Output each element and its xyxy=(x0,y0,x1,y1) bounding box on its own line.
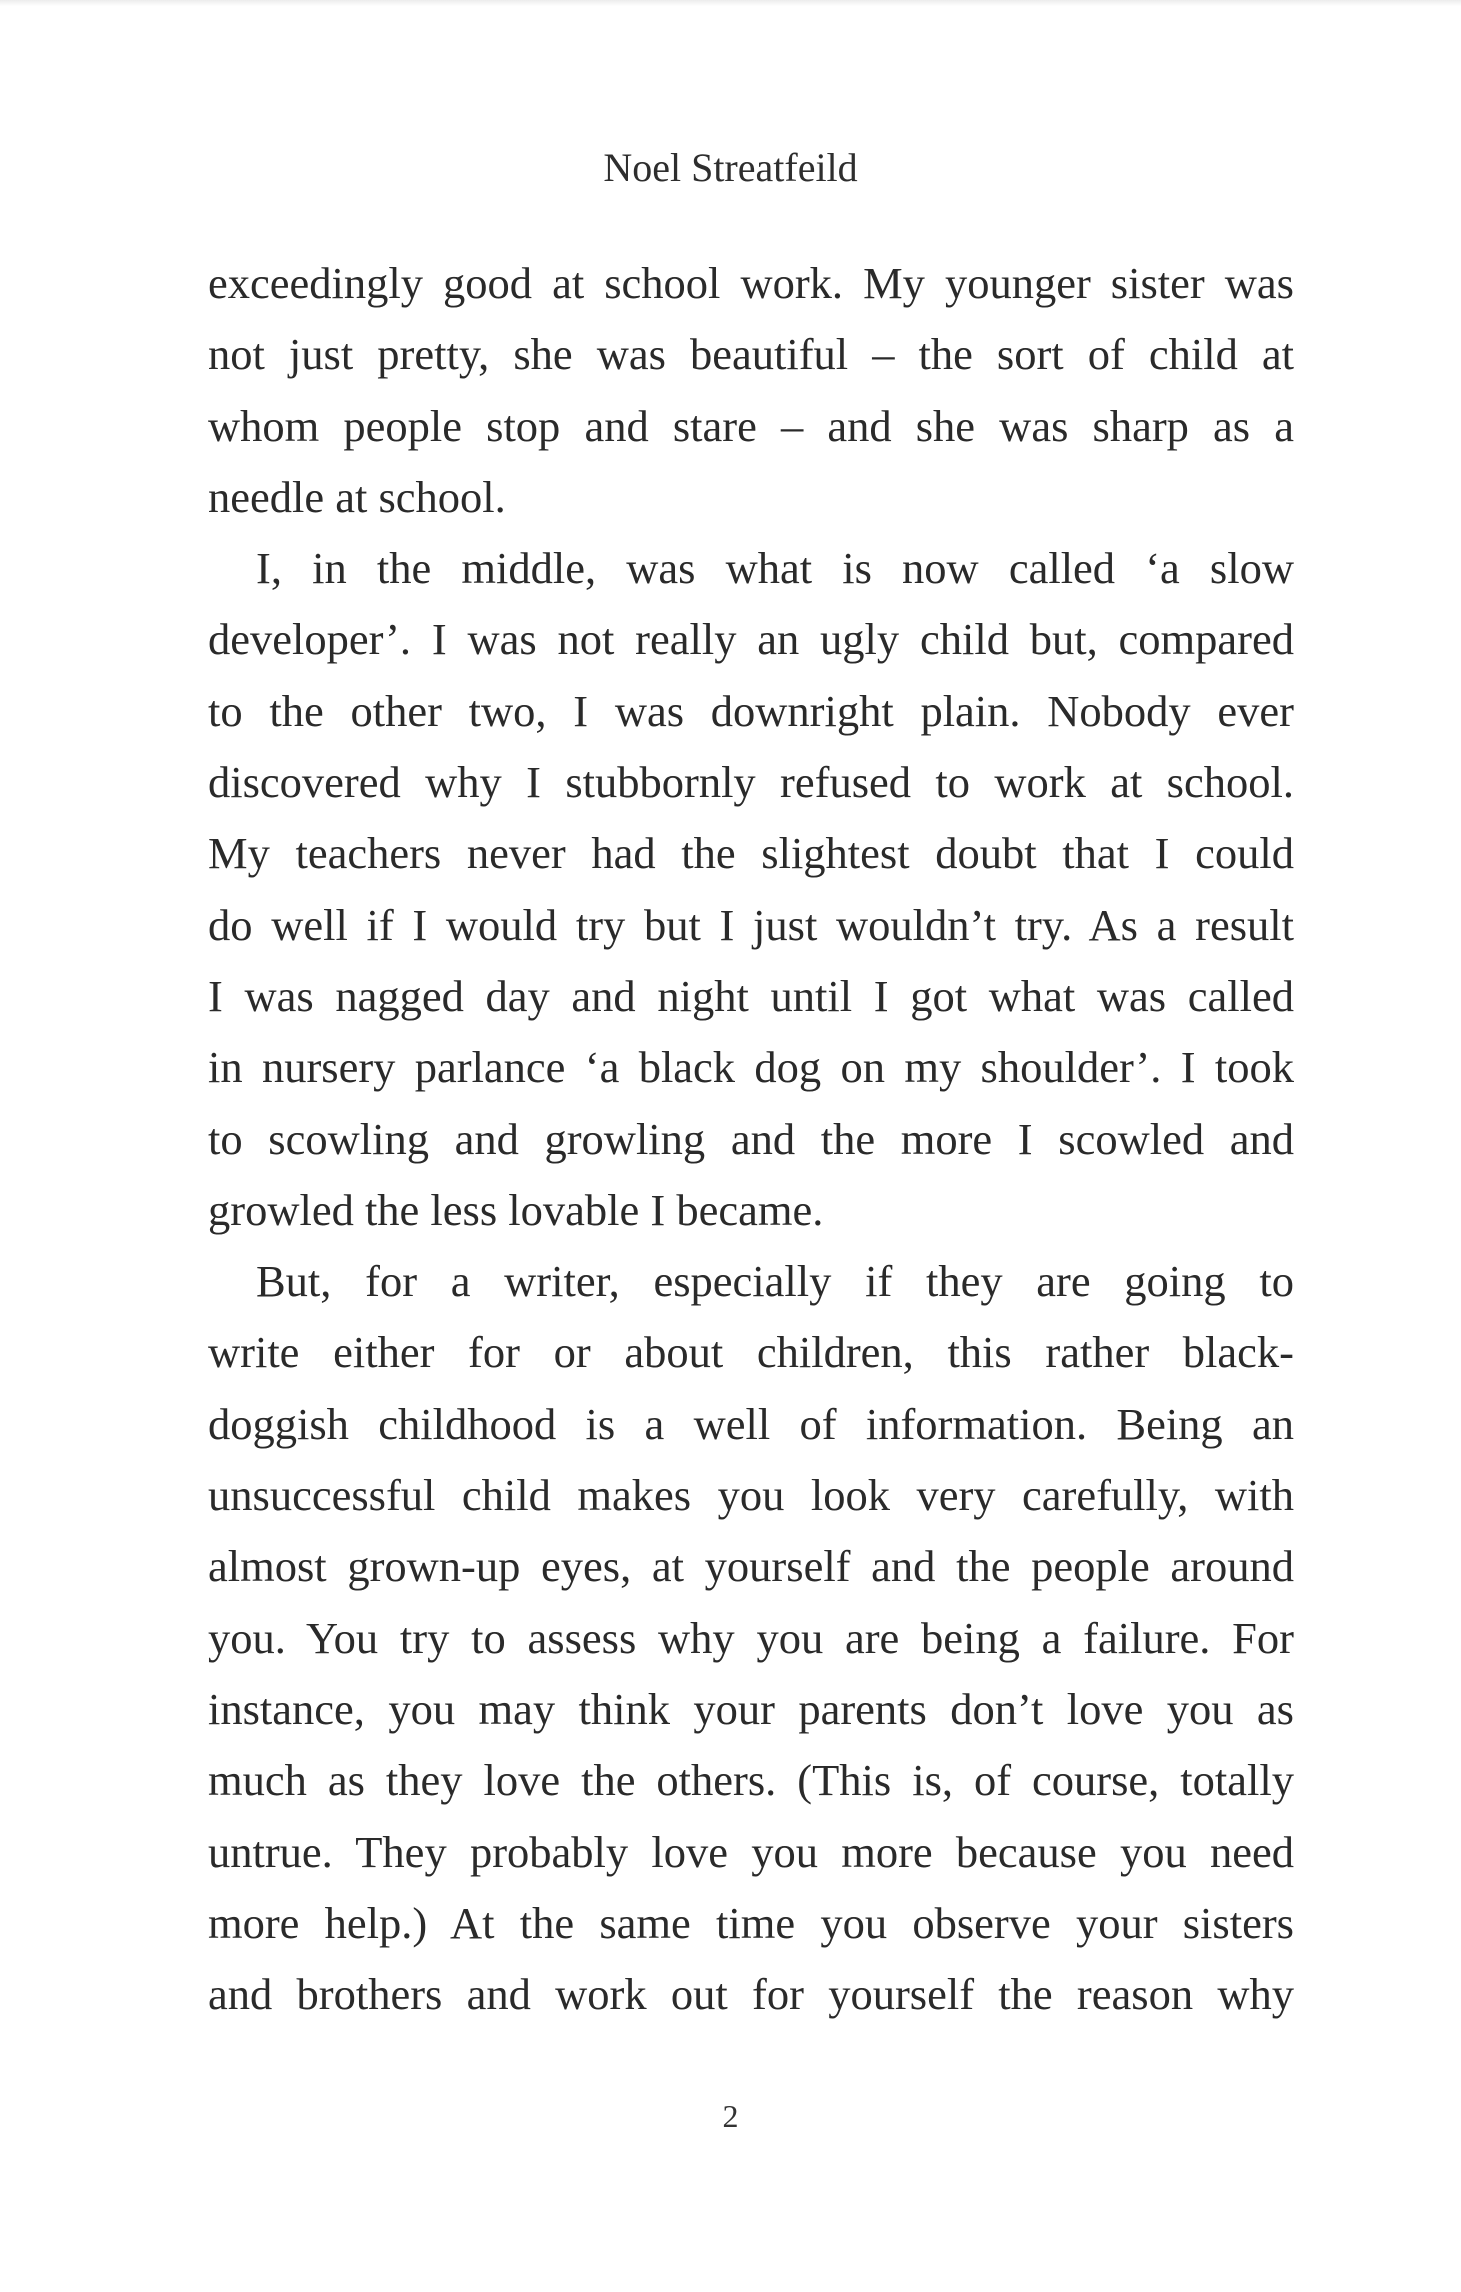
text-line: growled the less lovable I became. xyxy=(208,1184,824,1235)
text-line: untrue. They probably love you more because you need xyxy=(208,1826,1294,1877)
paragraph xyxy=(208,248,1294,533)
text-line: needle at school. xyxy=(208,471,506,522)
text-line: unsuccessful child makes you look very carefully, with xyxy=(208,1470,1294,1521)
text-line: My teachers never had the slightest doubt that I could xyxy=(208,828,1294,879)
scan-edge-shading xyxy=(0,0,1461,6)
body-text xyxy=(208,248,1294,2030)
text-line: exceedingly good at school work. My younger sister was xyxy=(208,258,1294,308)
text-line: to scowling and growling and the more I scowled and xyxy=(208,1113,1294,1164)
text-line: write either for or about children, this rather black- xyxy=(208,1327,1294,1378)
text-line: to the other two, I was downright plain. Nobody ever xyxy=(208,685,1294,736)
paragraph xyxy=(208,1246,1294,2030)
text-line: more help.) At the same time you observe your sisters xyxy=(208,1897,1294,1948)
running-head-author: Noel Streatfeild xyxy=(603,145,858,190)
text-line: But, for a writer, especially if they are going to xyxy=(256,1256,1294,1307)
text-line: I, in the middle, was what is now called ‘a slow xyxy=(256,543,1294,594)
text-line: you. You try to assess why you are being a failure. For xyxy=(208,1612,1294,1663)
text-line: and brothers and work out for yourself the reason why xyxy=(208,1969,1294,2020)
page-number: 2 xyxy=(722,2098,739,2134)
text-line: do well if I would try but I just wouldn’t try. As a result xyxy=(208,899,1294,950)
text-line: instance, you may think your parents don’t love you as xyxy=(208,1683,1294,1734)
text-line: discovered why I stubbornly refused to work at school. xyxy=(208,757,1294,808)
text-line: whom people stop and stare – and she was sharp as a xyxy=(208,400,1294,451)
text-line: I was nagged day and night until I got what was called xyxy=(208,970,1294,1021)
text-line: not just pretty, she was beautiful – the sort of child at xyxy=(208,329,1294,380)
text-line: doggish childhood is a well of information. Being an xyxy=(208,1398,1294,1449)
text-line: in nursery parlance ‘a black dog on my shoulder’. I took xyxy=(208,1042,1294,1093)
text-line: developer’. I was not really an ugly child but, compared xyxy=(208,614,1294,665)
paragraph xyxy=(208,533,1294,1246)
text-line: much as they love the others. (This is, of course, totally xyxy=(208,1755,1294,1806)
text-line: almost grown-up eyes, at yourself and the people around xyxy=(208,1541,1294,1592)
